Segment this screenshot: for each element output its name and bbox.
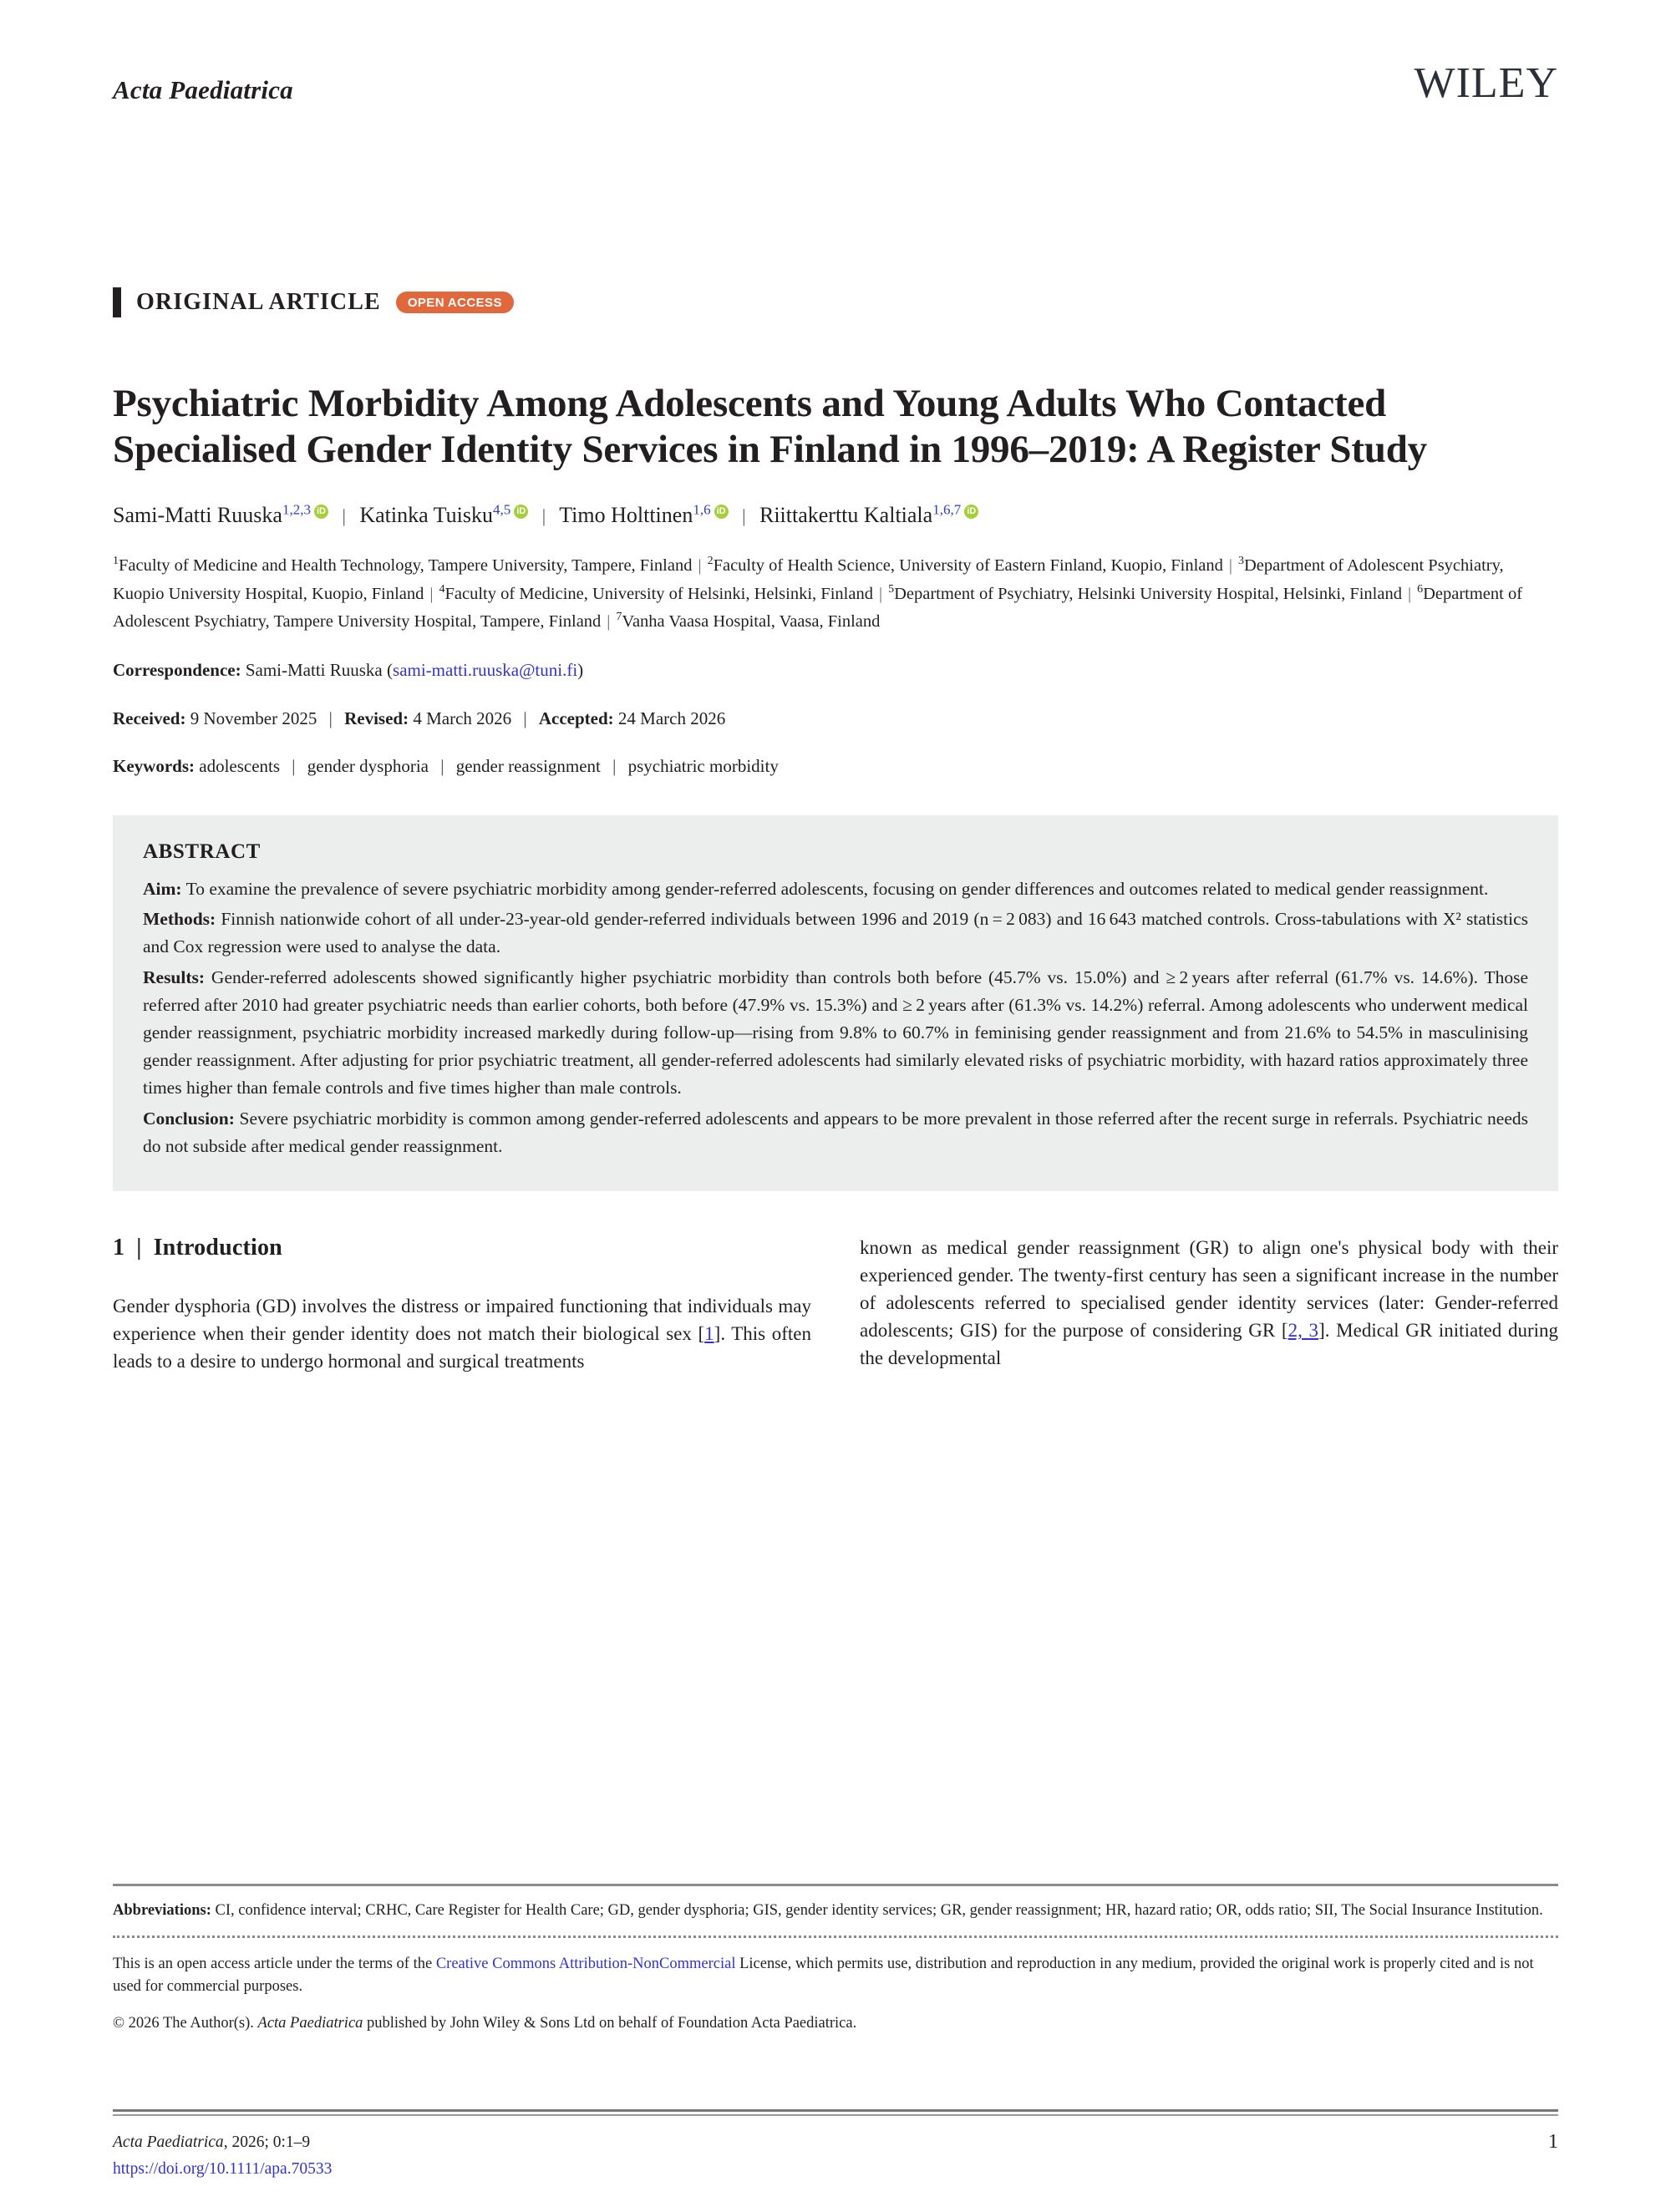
footnote-zone	[113, 1884, 1558, 2035]
page-footer	[113, 2109, 1558, 2182]
revised-label: Revised:	[344, 708, 409, 728]
footer-rule	[113, 2109, 1558, 2116]
abbreviations-label: Abbreviations:	[113, 1902, 211, 1919]
keywords-label: Keywords:	[113, 756, 195, 777]
abstract-label-conclusion: Conclusion:	[143, 1108, 235, 1129]
section-number: 1	[113, 1235, 125, 1261]
affiliation-separator: |	[1407, 584, 1412, 603]
copyright-journal: Acta Paediatrica	[257, 2015, 363, 2032]
author-affiliation-marks: 1,2,3	[282, 501, 311, 518]
author-name: Sami-Matti Ruuska	[113, 503, 282, 528]
citation-link[interactable]: 2, 3	[1288, 1320, 1319, 1342]
intro-paragraph-right	[860, 1235, 1558, 1372]
orcid-icon[interactable]: iD	[314, 505, 328, 519]
affiliation-list	[113, 552, 1558, 636]
article-type-label: ORIGINAL ARTICLE	[136, 289, 381, 315]
keyword-item: gender dysphoria	[307, 756, 429, 777]
dates-separator: |	[328, 708, 333, 728]
keyword-separator: |	[612, 756, 617, 777]
author-name: Riittakerttu Kaltiala	[759, 503, 933, 528]
keyword-separator: |	[292, 756, 296, 777]
orcid-icon[interactable]: iD	[514, 505, 528, 519]
copyright-note	[113, 2012, 1558, 2035]
accepted-label: Accepted:	[538, 708, 614, 728]
abstract-section-aim	[143, 875, 1528, 903]
abbreviations-text: CI, confidence interval; CRHC, Care Register for Health Care; GD, gender dysphoria; GIS, gender identity services; GR, gender reassignment; HR, hazard ratio; OR, odds ratio; SII, The Social Insurance Institution.	[211, 1902, 1543, 1919]
abstract-box	[113, 815, 1558, 1192]
keyword-separator: |	[440, 756, 444, 777]
section-heading-introduction	[113, 1235, 811, 1261]
affiliation-text: Faculty of Health Science, University of Eastern Finland, Kuopio, Finland	[713, 556, 1223, 576]
affiliation-number: 6	[1417, 582, 1424, 596]
footer-citation-rest: , 2026; 0:1–9	[223, 2133, 311, 2151]
wiley-logo-text: WILEY	[1414, 59, 1558, 107]
footer-citation	[113, 2131, 332, 2182]
affiliation-number: 5	[888, 582, 895, 596]
author-affiliation-marks: 4,5	[493, 501, 511, 518]
masthead	[113, 0, 1558, 152]
affiliation-text: Faculty of Medicine, University of Helsinki, Helsinki, Finland	[444, 584, 873, 603]
keyword-item: psychiatric morbidity	[627, 756, 779, 777]
affiliation-number: 4	[439, 582, 445, 596]
abstract-label-methods: Methods:	[143, 909, 216, 930]
affiliation-text: Department of Adolescent Psychiatry, Kuopio University Hospital, Kuopio, Finland	[113, 556, 1504, 603]
author-separator: |	[342, 505, 346, 527]
affiliation-separator: |	[429, 584, 434, 603]
author-entry	[113, 503, 328, 527]
affiliation-separator: |	[698, 556, 702, 576]
affiliation-number: 1	[113, 555, 119, 568]
citation-link[interactable]: 1	[704, 1323, 714, 1345]
keyword-item: adolescents	[199, 756, 281, 777]
keywords-line	[113, 753, 1558, 780]
copyright-text-1: © 2026 The Author(s).	[113, 2015, 258, 2032]
orcid-icon[interactable]: iD	[714, 505, 729, 519]
intro-text-after-ref: ]. This often leads to a desire to undergo hormonal and surgical treatments	[113, 1323, 811, 1372]
section-title: Introduction	[153, 1235, 282, 1261]
abstract-label-aim: Aim:	[143, 878, 182, 899]
abstract-section-results	[143, 964, 1528, 1101]
correspondence-name: Sami-Matti Ruuska	[245, 660, 383, 681]
affiliation-number: 3	[1238, 555, 1244, 568]
abstract-text-methods: Finnish nationwide cohort of all under-23-year-old gender-referred individuals between 1996 and 2019 (n = 2 083) and 16 643 matched controls. Cross-tabulations with X² statistics and Cox regression were used to analyse the data.	[143, 909, 1528, 957]
journal-name: Acta Paediatrica	[113, 75, 293, 104]
intro-right-text-2: ]. Medical GR initiated during the developmental	[860, 1320, 1559, 1368]
wiley-logo	[1414, 59, 1558, 107]
abbreviations-note	[113, 1900, 1558, 1922]
revised-value: 4 March 2026	[413, 708, 512, 728]
abstract-section-methods	[143, 906, 1528, 961]
affiliation-number: 2	[707, 555, 714, 568]
type-accent-bar	[113, 287, 121, 317]
affiliation-text: Faculty of Medicine and Health Technology, Tampere University, Tampere, Finland	[119, 556, 693, 576]
abstract-text-conclusion: Severe psychiatric morbidity is common among gender-referred adolescents and appears to be more prevalent in those referred after the recent surge in referrals. Psychiatric needs do not subside after medical gender reassignment.	[143, 1108, 1528, 1156]
footnote-rule	[113, 1884, 1558, 1886]
abstract-section-conclusion	[143, 1105, 1528, 1160]
section-divider: |	[136, 1235, 142, 1261]
correspondence-line: Correspondence: Sami-Matti Ruuska (sami-matti.ruuska@tuni.fi)	[113, 660, 584, 681]
footnote-dotted-rule	[113, 1936, 1558, 1938]
affiliation-separator: |	[607, 611, 611, 631]
dates-line	[113, 706, 1558, 733]
dates-separator: |	[523, 708, 527, 728]
open-access-badge: OPEN ACCESS	[396, 292, 514, 313]
doi-link[interactable]: https://doi.org/10.1111/apa.70533	[113, 2160, 333, 2179]
article-type-row	[113, 284, 1558, 321]
correspondence-email-link[interactable]: sami-matti.ruuska@tuni.fi	[393, 660, 578, 681]
received-value: 9 November 2025	[190, 708, 317, 728]
footer-citation-journal: Acta Paediatrica	[113, 2133, 224, 2151]
copyright-text-2: published by John Wiley & Sons Ltd on behalf of Foundation Acta Paediatrica.	[363, 2015, 857, 2032]
footer-row	[113, 2131, 1558, 2182]
body-column-left	[113, 1235, 811, 1376]
body-column-right	[860, 1235, 1558, 1376]
abstract-text-aim: To examine the prevalence of severe psychiatric morbidity among gender-referred adolescents, focusing on gender differences and outcomes related to medical gender reassignment.	[181, 878, 1489, 899]
received-label: Received:	[113, 708, 186, 728]
author-entry	[759, 503, 978, 527]
abstract-label-results: Results:	[143, 967, 206, 988]
intro-text-before-ref: Gender dysphoria (GD) involves the distress or impaired functioning that individuals may experience when their gender identity does not match their biological sex [	[113, 1296, 811, 1345]
affiliation-separator: |	[1228, 556, 1232, 576]
affiliation-text: Department of Psychiatry, Helsinki University Hospital, Helsinki, Finland	[894, 584, 1402, 603]
affiliation-separator: |	[878, 584, 883, 603]
author-affiliation-marks: 1,6	[693, 501, 711, 518]
abstract-text-results: Gender-referred adolescents showed significantly higher psychiatric morbidity than controls both before (45.7% vs. 15.0%) and ≥ 2 years after referral (61.7% vs. 14.6%). Those referred after 2010 had greater psychiatric needs than earlier cohorts, both before (47.9% vs. 15.3%) and ≥ 2 years after (61.3% vs. 14.2%) referral. Among adolescents who underwent medical gender reassignment, psychiatric morbidity increased markedly during follow-up—rising from 9.8% to 60.7% in feminising gender reassignment and from 21.6% to 54.5% in masculinising gender reassignment. After adjusting for prior psychiatric treatment, all gender-referred adolescents had similarly elevated risks of psychiatric morbidity, with hazard ratios approximately three times higher than female controls and five times higher than male controls.	[143, 967, 1528, 1098]
intro-right-text-1: known as medical gender reassignment (GR) to align one's physical body with their experienced gender. The twenty-first century has seen a significant increase in the number of adolescents referred to specialised gender identity services (later: Gender-referred adolescents; GIS) for the purpose of considering GR [	[860, 1237, 1558, 1342]
author-affiliation-marks: 1,6,7	[932, 501, 962, 518]
keyword-item: gender reassignment	[455, 756, 601, 777]
author-list	[113, 500, 1558, 530]
abstract-heading: ABSTRACT	[143, 840, 261, 863]
page-number: 1	[1548, 2131, 1558, 2153]
author-name: Katinka Tuisku	[359, 503, 493, 528]
intro-paragraph-left	[113, 1293, 811, 1376]
license-text-2: License, which permits use, distribution and reproduction in any medium, provided the original work is properly cited and is not used for commercial purposes.	[113, 1955, 1534, 1995]
page-title: Psychiatric Morbidity Among Adolescents and Young Adults Who Contacted Specialised Gender Identity Services in Finland in 1996–2019: A Register Study	[113, 382, 1427, 472]
author-separator: |	[742, 505, 746, 527]
author-name: Timo Holttinen	[559, 503, 693, 528]
creative-commons-link[interactable]: Creative Commons Attribution-NonCommercial	[435, 1955, 736, 1972]
body-columns	[113, 1235, 1558, 1376]
accepted-value: 24 March 2026	[617, 708, 726, 728]
author-entry	[559, 503, 728, 527]
affiliation-number: 7	[616, 611, 622, 624]
license-note	[113, 1953, 1558, 1998]
author-entry	[359, 503, 528, 527]
license-text-1: This is an open access article under the terms of the	[113, 1955, 436, 1972]
correspondence-label: Correspondence:	[113, 660, 241, 681]
author-separator: |	[541, 505, 546, 527]
orcid-icon[interactable]: iD	[964, 505, 978, 519]
affiliation-text: Department of Adolescent Psychiatry, Tampere University Hospital, Tampere, Finland	[113, 584, 1523, 631]
affiliation-text: Vanha Vaasa Hospital, Vaasa, Finland	[622, 611, 881, 631]
